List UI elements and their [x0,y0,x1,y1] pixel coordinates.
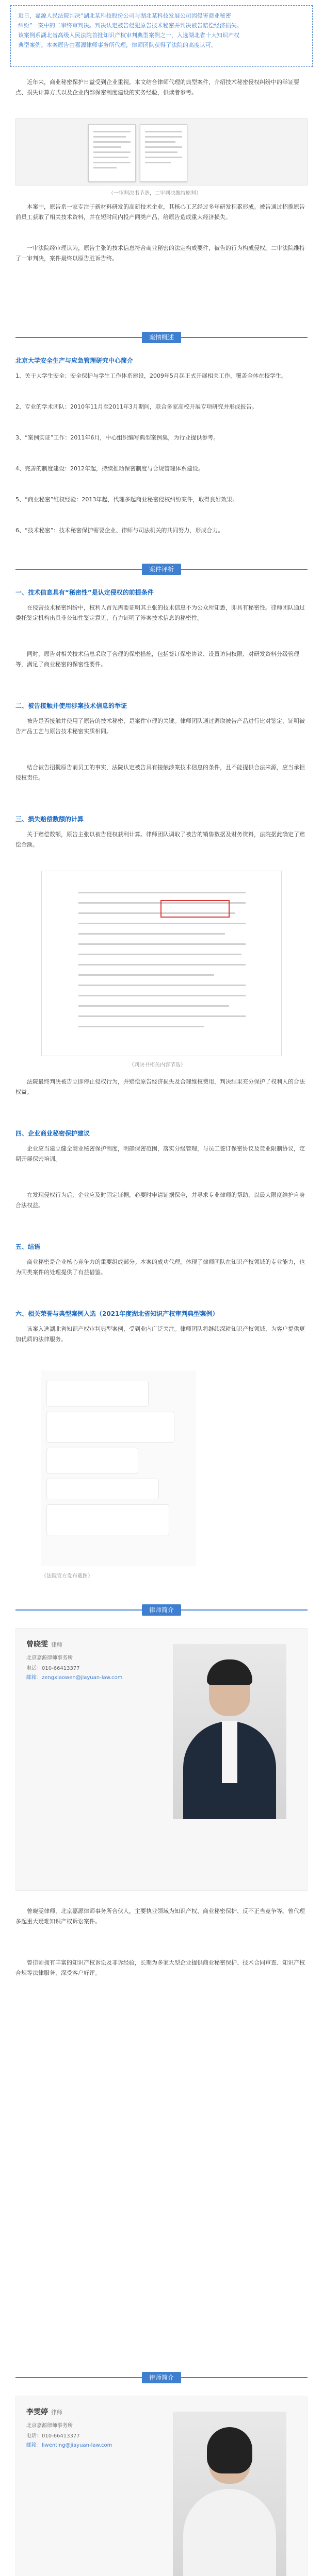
section-header [0,1602,323,1618]
section-title: 律师简介 [142,1604,181,1616]
case-item: 4、完善的制度建设：2012年起，持续推动保密制度与合规管理体系建设。 [15,465,204,472]
lawyer-profile-card [15,2396,308,2576]
section-title: 案件评析 [142,564,181,575]
section-header [0,562,323,577]
case-title: 北京大学安全生产与应急管理研究中心简介 [15,357,134,364]
document-page [140,124,187,182]
lawyer-email[interactable]: 邮箱：liwenting@jiayuan-law.com [26,2443,112,2448]
case-item: 6、“技术秘密”：技术秘密保护需要企业、律师与司法机关的共同努力，形成合力。 [15,527,224,534]
paragraph: 被告是否接触并使用了原告的技术秘密，是案件审理的关键。律师团队通过调取被告产品进行比对鉴定，证明被告产品工艺与原告技术秘密实质相同。 [15,718,305,735]
paragraph: 本案中，原告系一家专注于新材料研发的高新技术企业，其核心工艺经过多年研发积累形成。被告通过招揽原告前员工获取了相关技术资料，并在短时间内投产同类产品，给原告造成重大经济损失。 [15,204,305,221]
paragraph: 近年来，商业秘密保护日益受到企业重视。本文结合律师代理的典型案件，介绍技术秘密侵权纠纷中的举证要点、损失计算方式以及企业内部保密制度建设的实务经验，供读者参考。 [15,79,299,96]
lawyer-name: 曾晓雯 律师 [26,1640,62,1649]
paragraph: 曾晓雯律师，北京嘉源律师事务所合伙人，主要执业领域为知识产权、商业秘密保护、反不正当竞争等。曾代理多起重大疑难知识产权诉讼案件。 [15,1908,305,1925]
figure-caption: （一审判决书节选，二审判决维持原判） [108,191,201,196]
judgment-excerpt-image [41,871,282,1056]
paragraph: 在发现侵权行为后，企业应及时固定证据，必要时申请证据保全，并寻求专业律师的帮助，以最大限度维护自身合法权益。 [15,1192,305,1209]
section-title: 律师简介 [142,2372,181,2383]
paragraph: 关于赔偿数额，原告主张以被告侵权获利计算。律师团队调取了被告的销售数据及财务资料，法院据此确定了赔偿金额。 [15,831,305,848]
lawyer-email[interactable]: 邮箱：zengxiaowen@jiayuan-law.com [26,1675,123,1681]
lawyer-portrait [173,2412,286,2576]
intro-box [10,5,313,67]
paragraph: 企业应当建立健全商业秘密保护制度，明确保密范围，落实分级管理，与员工签订保密协议及竞业限制协议，定期开展保密培训。 [15,1145,305,1162]
analysis-heading: 一、技术信息具有“秘密性”是认定侵权的前提条件 [15,589,154,596]
paragraph: 在侵害技术秘密纠纷中，权利人首先需要证明其主张的技术信息不为公众所知悉，即具有秘密性。律师团队通过委托鉴定机构出具非公知性鉴定意见，有力证明了涉案技术信息的秘密性。 [15,604,305,621]
case-item: 3、“案例实证”工作：2011年6月，中心组织编写典型案例集，为行业提供参考。 [15,434,219,441]
lawyer-org: 北京嘉源律师事务所 [26,2423,73,2429]
lawyer-portrait [173,1644,286,1819]
case-item: 2、专业的学术团队：2010年11月至2011年3月期间，联合多家高校开展专项研究并形成报告。 [15,403,257,410]
intro-line: 典型案例。本案原告由嘉源律师事务所代理，律师团队获得了法院的高度认可。 [18,42,217,48]
analysis-heading: 四、企业商业秘密保护建议 [15,1130,90,1137]
analysis-heading: 五、结语 [15,1243,41,1250]
analysis-heading: 二、被告接触并使用涉案技术信息的举证 [15,702,127,709]
case-item: 5、“商业秘密”维权经验：2013年起，代理多起商业秘密侵权纠纷案件，取得良好效果。 [15,496,238,503]
paragraph: 同时，原告对相关技术信息采取了合理的保密措施，包括签订保密协议、设置访问权限、对研发资料分级管理等，满足了商业秘密的保密性要件。 [15,651,299,668]
lawyer-role: 律师 [51,2409,62,2416]
lawyer-name: 李雯婷 律师 [26,2408,62,2416]
lawyer-org: 北京嘉源律师事务所 [26,1655,73,1661]
chat-bubble [46,1504,169,1535]
section-header [0,330,323,345]
figure-caption: （判决书相关内容节选） [129,1062,186,1068]
intro-line: 近日，嘉源人民法院判决“湖北某科技股份公司与湖北某科技发展公司因侵害商业秘密 [18,12,231,19]
document-photo [15,118,308,185]
document-page [88,124,136,182]
paragraph: 结合被告招揽原告前员工的事实，法院认定被告具有接触涉案技术信息的条件，且不能提供合法来源，应当承担侵权责任。 [15,764,305,781]
document-page [57,882,267,1046]
lawyer-phone: 电话：010-66413377 [26,2433,80,2439]
chat-bubble [46,1448,138,1473]
analysis-heading: 六、相关荣誉与典型案例入选（2021年度湖北省知识产权审判典型案例） [15,1310,219,1317]
figure-caption: （法院官方发布截图） [41,1573,93,1579]
paragraph: 一审法院经审理认为，原告主张的技术信息符合商业秘密的法定构成要件，被告的行为构成侵权。二审法院维持了一审判决，案件最终以原告胜诉告终。 [15,245,305,262]
section-title: 案情概述 [142,332,181,343]
analysis-heading: 三、损失赔偿数额的计算 [15,816,84,823]
lawyer-profile-card [15,1628,308,1891]
paragraph: 商业秘密是企业核心竞争力的重要组成部分。本案的成功代理，体现了律师团队在知识产权领域的专业能力，也为同类案件的处理提供了有益借鉴。 [15,1259,305,1276]
chat-bubble [46,1381,149,1406]
chat-bubble [46,1479,159,1499]
chat-screenshot [41,1370,196,1566]
lawyer-role: 律师 [51,1641,62,1648]
paragraph: 曾律师拥有丰富的知识产权诉讼及非诉经验，长期为多家大型企业提供商业秘密保护、技术合同审查、知识产权合规等法律服务，深受客户好评。 [15,1959,305,1976]
section-header [0,2370,323,2385]
chat-bubble [46,1412,174,1443]
paragraph: 该案入选湖北省知识产权审判典型案例，受到业内广泛关注。律师团队将继续深耕知识产权领域，为客户提供更加优质的法律服务。 [15,1326,305,1343]
intro-line: 该案例系湖北省高级人民法院首批知识产权审判典型案例之一，入选湖北省十大知识产权 [18,32,239,39]
intro-line: 纠纷”一案中的二审终审判决。判决认定被告侵犯原告技术秘密并判决被告赔偿经济损失。 [18,22,243,29]
paragraph: 法院最终判决被告立即停止侵权行为，并赔偿原告经济损失及合理维权费用，判决结果充分保护了权利人的合法权益。 [15,1078,305,1095]
lawyer-phone: 电话：010-66413377 [26,1666,80,1671]
case-item: 1、关于大学生安全：安全保护与学生工作体系建设，2009年5月起正式开展相关工作，覆盖全体在校学生。 [15,372,287,379]
